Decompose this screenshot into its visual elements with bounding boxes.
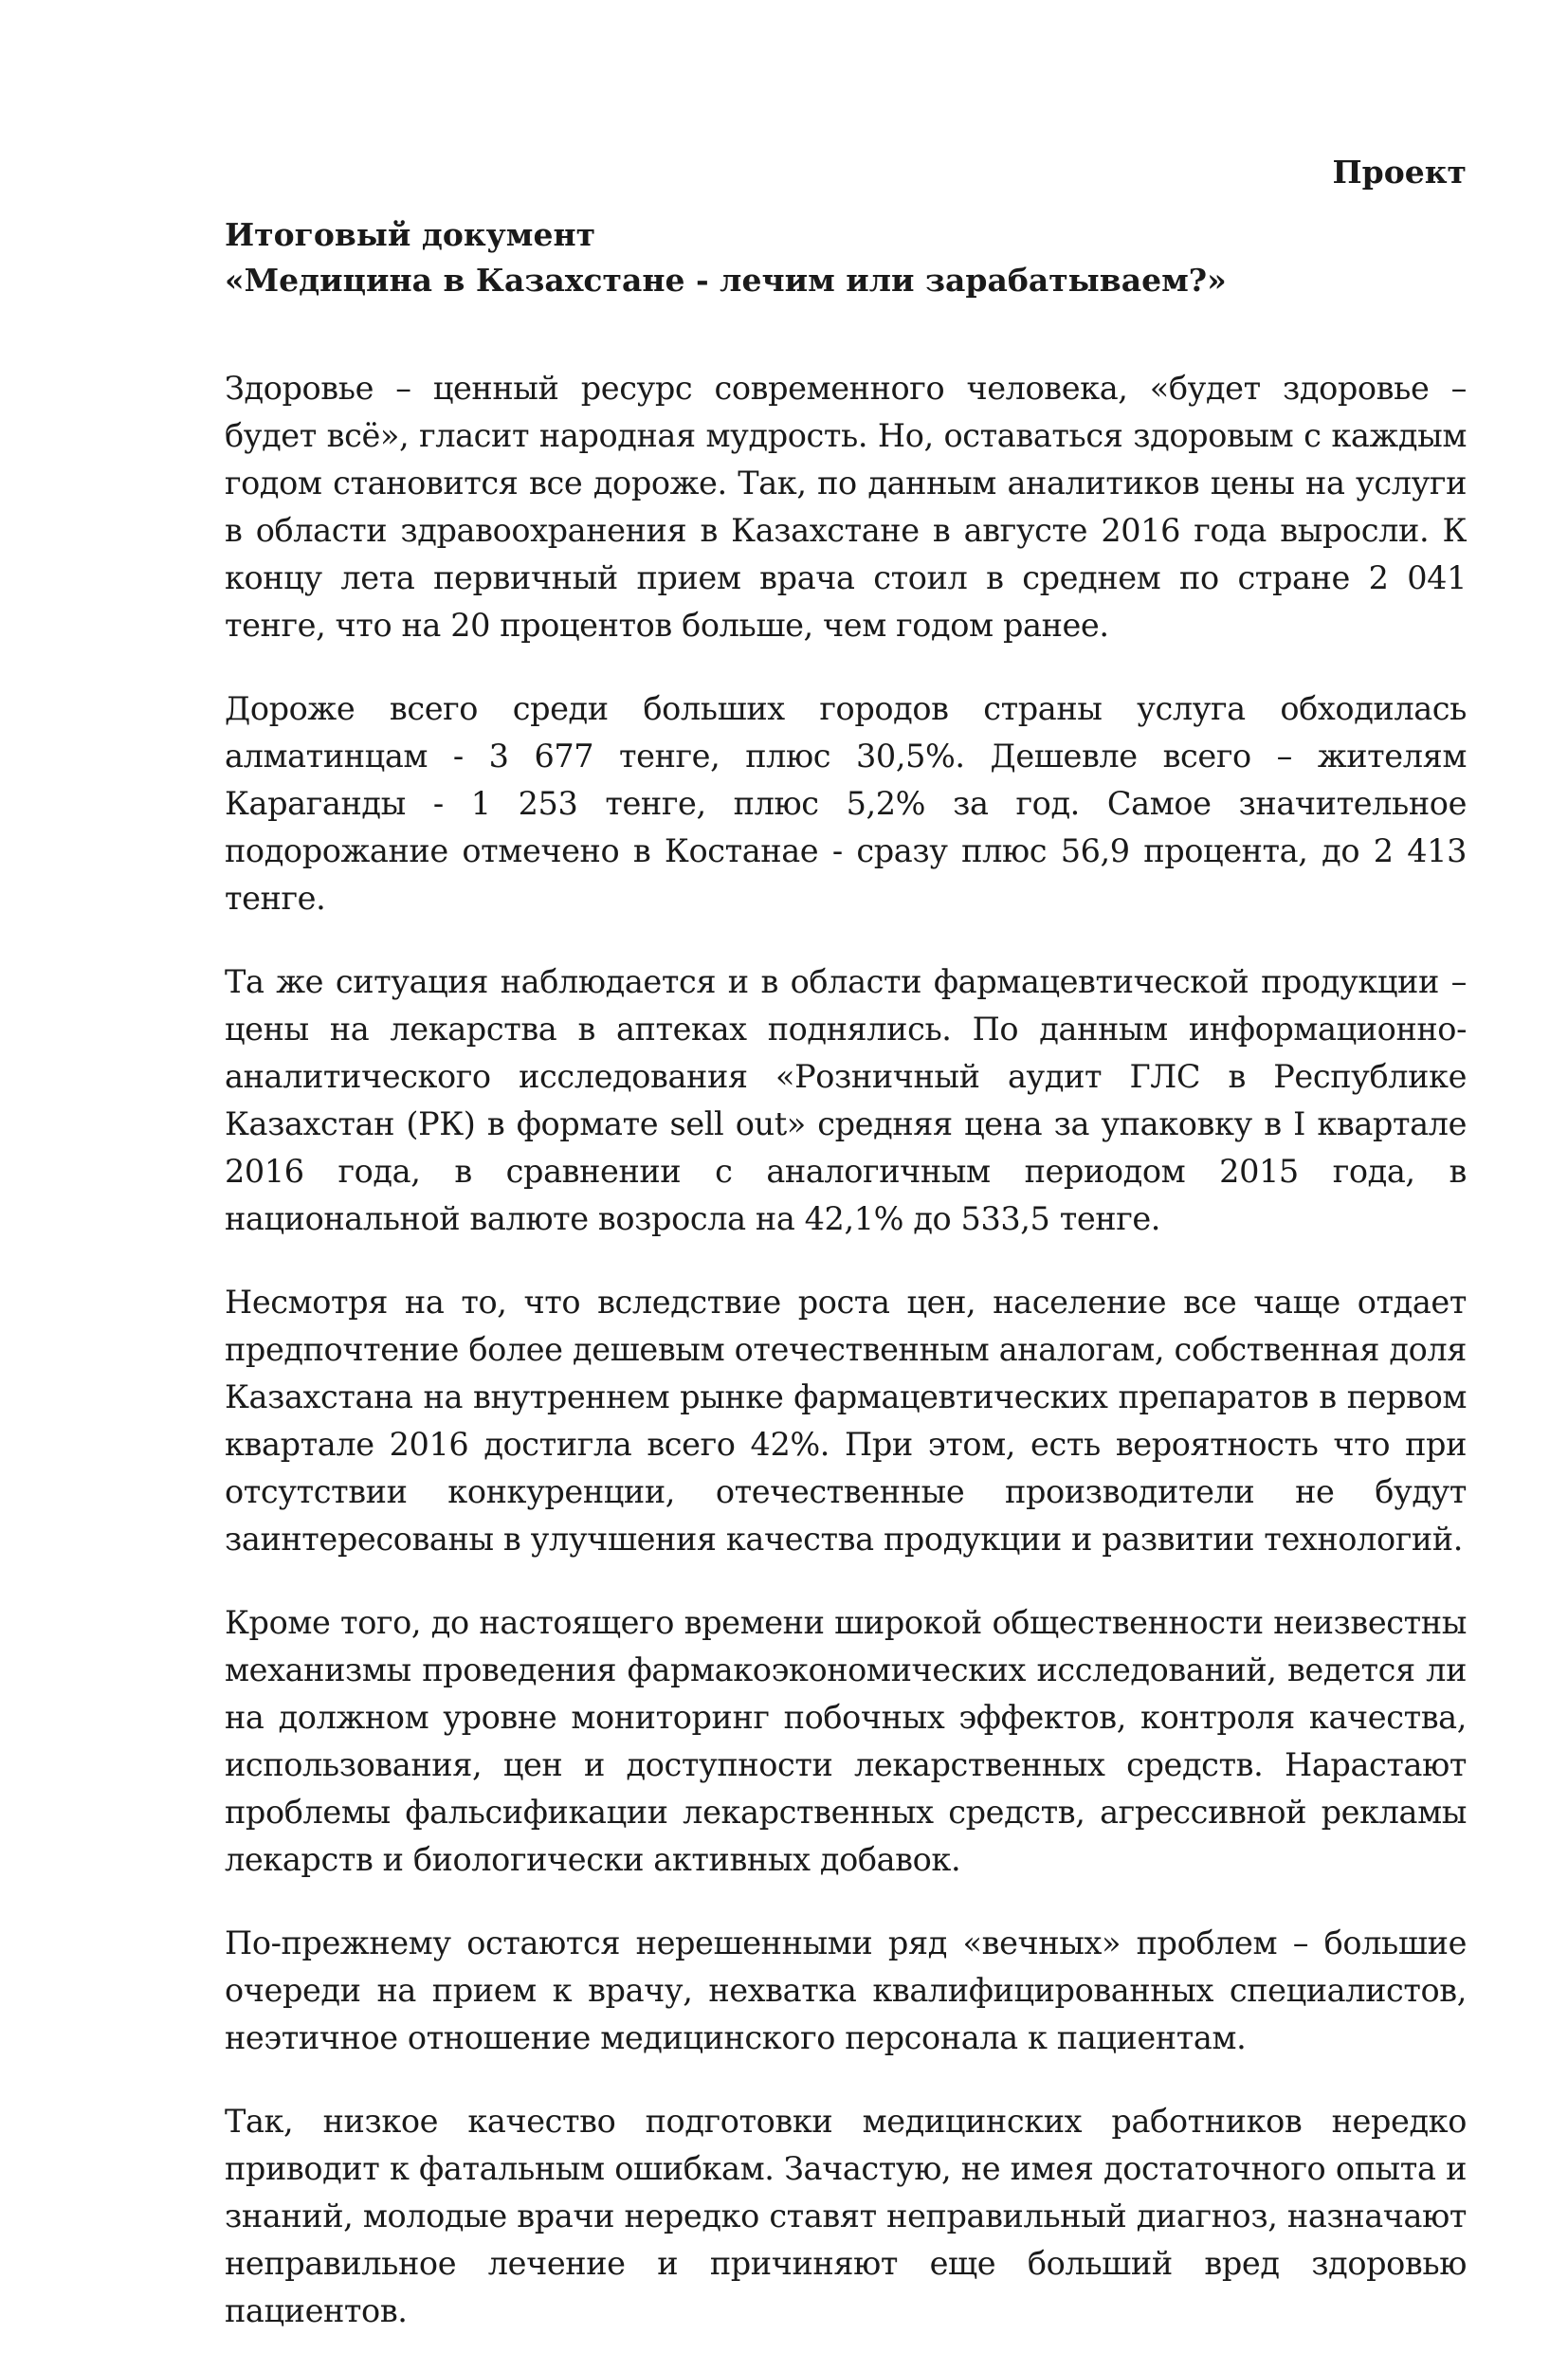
paragraph: Здоровье – ценный ресурс современного человека, «будет здоровье – будет всё», гласит народная мудрость. Но, оставаться здоровым с каждым годом становится все дороже. Так, по данным аналитиков цены на услуги в области здравоохранения в Казахстане в августе 2016 года выросли. К концу лета первичный прием врача стоил в среднем по стране 2 041 тенге, что на 20 процентов больше, чем годом ранее. xyxy=(225,370,1467,644)
document-body xyxy=(225,365,1467,2371)
title-line-1: Итоговый документ xyxy=(225,216,596,253)
paragraph: Кроме того, до настоящего времени широкой общественности неизвестны механизмы проведения фармакоэкономических исследований, ведется ли на должном уровне мониторинг побочных эффектов, контроля качества, использования, цен и доступности лекарственных средств. Нарастают проблемы фальсификации лекарственных средств, агрессивной рекламы лекарств и биологически активных добавок. xyxy=(225,1604,1467,1878)
title-line-2: «Медицина в Казахстане - лечим или зарабатываем?» xyxy=(225,262,1227,299)
project-label: Проект xyxy=(1332,154,1467,191)
document-title xyxy=(225,212,1467,303)
paragraph: Так, низкое качество подготовки медицинских работников нередко приводит к фатальным ошибкам. Зачастую, не имея достаточного опыта и знаний, молодые врачи нередко ставят неправильный диагноз, назначают неправильное лечение и причиняют еще больший вред здоровью пациентов. xyxy=(225,2103,1467,2329)
paragraph: По-прежнему остаются нерешенными ряд «вечных» проблем – большие очереди на прием к врачу, нехватка квалифицированных специалистов, неэтичное отношение медицинского персонала к пациентам. xyxy=(225,1924,1467,2056)
paragraph: Несмотря на то, что вследствие роста цен, население все чаще отдает предпочтение более дешевым отечественным аналогам, собственная доля Казахстана на внутреннем рынке фармацевтических препаратов в первом квартале 2016 достигла всего 42%. При этом, есть вероятность что при отсутствии конкуренции, отечественные производители не будут заинтересованы в улучшения качества продукции и развитии технологий. xyxy=(225,1284,1467,1558)
paragraph: Дороже всего среди больших городов страны услуга обходилась алматинцам - 3 677 тенге, плюс 30,5%. Дешевле всего – жителям Караганды - 1 253 тенге, плюс 5,2% за год. Самое значительное подорожание отмечено в Костанае - сразу плюс 56,9 процента, до 2 413 тенге. xyxy=(225,690,1467,917)
paragraph: Та же ситуация наблюдается и в области фармацевтической продукции – цены на лекарства в аптеках поднялись. По данным информационно-аналитического исследования «Розничный аудит ГЛС в Республике Казахстан (РК) в формате sell out» средняя цена за упаковку в I квартале 2016 года, в сравнении с аналогичным периодом 2015 года, в национальной валюте возросла на 42,1% до 533,5 тенге. xyxy=(225,963,1467,1237)
